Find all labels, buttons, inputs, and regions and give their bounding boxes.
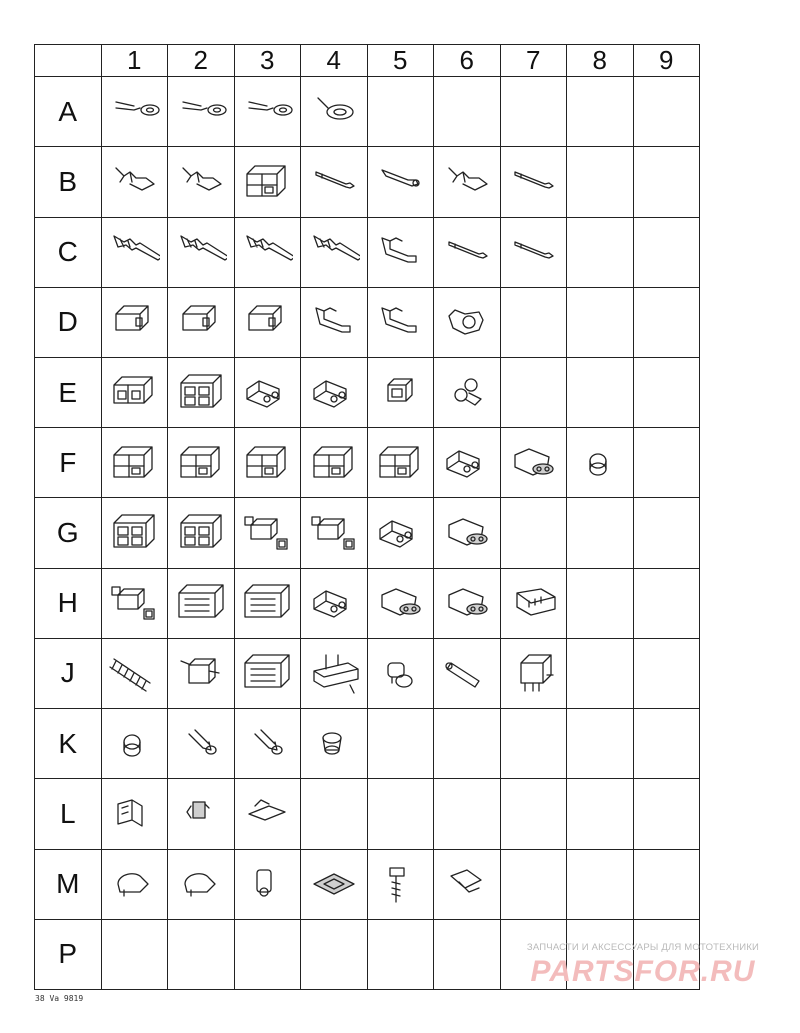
connector-housing-2way-sealed-icon bbox=[241, 369, 293, 417]
grid-cell bbox=[101, 287, 168, 357]
round-connector-2pin-icon bbox=[441, 369, 493, 417]
grid-cell bbox=[101, 428, 168, 498]
flag-terminal-icon bbox=[108, 158, 160, 206]
grid-cell bbox=[367, 77, 434, 147]
connector-housing-4way-icon bbox=[108, 509, 160, 557]
row-label: M bbox=[35, 849, 102, 919]
grid-row bbox=[35, 498, 700, 568]
grid-cell bbox=[101, 357, 168, 427]
sealed-connector-3way-seal-icon bbox=[507, 439, 559, 487]
connector-housing-long-icon bbox=[241, 649, 293, 697]
female-spade-insulated-icon bbox=[241, 158, 293, 206]
male-spade-terminal-icon bbox=[108, 228, 160, 276]
grid-row bbox=[35, 638, 700, 708]
ring-terminal-crimp-icon bbox=[175, 88, 227, 136]
grid-cell bbox=[367, 147, 434, 217]
grid-cell bbox=[101, 919, 168, 989]
grid-cell bbox=[168, 779, 235, 849]
grid-cell bbox=[633, 849, 700, 919]
grid-cell bbox=[434, 217, 501, 287]
grid-cell bbox=[234, 919, 301, 989]
grid-cell bbox=[434, 428, 501, 498]
row-label: G bbox=[35, 498, 102, 568]
cable-holder-icon bbox=[108, 860, 160, 908]
grid-cell bbox=[500, 287, 567, 357]
male-spade-long-icon bbox=[308, 228, 360, 276]
grid-cell bbox=[168, 77, 235, 147]
grid-row bbox=[35, 428, 700, 498]
connector-housing-6way-icon bbox=[241, 579, 293, 627]
grid-cell bbox=[301, 568, 368, 638]
female-spade-terminal-icon bbox=[441, 158, 493, 206]
grid-cell bbox=[168, 638, 235, 708]
grid-row bbox=[35, 849, 700, 919]
grid-cell bbox=[367, 709, 434, 779]
grid-cell bbox=[434, 287, 501, 357]
row-label: D bbox=[35, 287, 102, 357]
grid-cell bbox=[301, 498, 368, 568]
column-header: 9 bbox=[633, 45, 700, 77]
grid-cell bbox=[234, 147, 301, 217]
column-header: 8 bbox=[567, 45, 634, 77]
grid-cell bbox=[301, 779, 368, 849]
connector-housing-2way-sealed-icon bbox=[308, 369, 360, 417]
grid-cell bbox=[234, 849, 301, 919]
bulb-socket-icon bbox=[374, 649, 426, 697]
cable-clip-icon bbox=[175, 790, 227, 838]
ring-terminal-large-icon bbox=[308, 88, 360, 136]
grid-cell bbox=[234, 568, 301, 638]
connector-housing-2way-stacked-icon bbox=[175, 369, 227, 417]
corner-cell bbox=[35, 45, 102, 77]
column-header: 3 bbox=[234, 45, 301, 77]
cable-tie-clip-icon bbox=[241, 790, 293, 838]
grid-cell bbox=[633, 638, 700, 708]
grid-cell bbox=[500, 849, 567, 919]
male-spade-long-icon bbox=[241, 228, 293, 276]
grid-cell bbox=[101, 779, 168, 849]
grid-cell bbox=[500, 428, 567, 498]
grid-cell bbox=[168, 498, 235, 568]
grid-cell bbox=[301, 428, 368, 498]
sealed-connector-flat-icon bbox=[374, 579, 426, 627]
grid-cell bbox=[500, 709, 567, 779]
grid-cell bbox=[234, 709, 301, 779]
grid-cell bbox=[500, 217, 567, 287]
watermark bbox=[488, 942, 798, 990]
plug-pin-icon bbox=[241, 720, 293, 768]
sealed-connector-round-icon bbox=[441, 298, 493, 346]
row-label: P bbox=[35, 919, 102, 989]
grommet-seal-icon bbox=[574, 439, 626, 487]
grid-cell bbox=[168, 919, 235, 989]
sealed-connector-3way-icon bbox=[441, 439, 493, 487]
grid-row bbox=[35, 779, 700, 849]
grid-cell bbox=[500, 779, 567, 849]
row-label: K bbox=[35, 709, 102, 779]
grid-cell bbox=[101, 498, 168, 568]
grid-cell bbox=[567, 709, 634, 779]
grid-cell bbox=[301, 217, 368, 287]
connector-housing-3way-icon bbox=[175, 439, 227, 487]
relay-icon bbox=[507, 649, 559, 697]
grid-cell bbox=[633, 428, 700, 498]
grid-cell bbox=[633, 779, 700, 849]
grid-cell bbox=[168, 428, 235, 498]
grid-cell bbox=[301, 849, 368, 919]
row-label: L bbox=[35, 779, 102, 849]
grid-cell bbox=[234, 77, 301, 147]
connector-housing-1way-icon bbox=[175, 298, 227, 346]
grid-cell bbox=[367, 849, 434, 919]
grid-cell bbox=[168, 709, 235, 779]
grid-cell bbox=[567, 77, 634, 147]
grid-cell bbox=[434, 77, 501, 147]
grid-cell bbox=[434, 709, 501, 779]
grid-cell bbox=[301, 357, 368, 427]
adhesive-base-icon bbox=[308, 860, 360, 908]
grid-cell bbox=[301, 919, 368, 989]
grid-cell bbox=[234, 357, 301, 427]
connector-housing-3way-icon bbox=[308, 439, 360, 487]
grid-cell bbox=[234, 498, 301, 568]
row-label: E bbox=[35, 357, 102, 427]
grid-cell bbox=[367, 638, 434, 708]
column-header: 2 bbox=[168, 45, 235, 77]
grid-cell bbox=[567, 568, 634, 638]
grid-cell bbox=[434, 638, 501, 708]
cable-clamp-eye-icon bbox=[241, 860, 293, 908]
grid-cell bbox=[367, 919, 434, 989]
pin-terminal-icon bbox=[507, 158, 559, 206]
grid-row bbox=[35, 357, 700, 427]
bullet-terminal-female-icon bbox=[374, 158, 426, 206]
grid-cell bbox=[500, 77, 567, 147]
grid-cell bbox=[567, 287, 634, 357]
column-header: 7 bbox=[500, 45, 567, 77]
row-label: B bbox=[35, 147, 102, 217]
row-label: C bbox=[35, 217, 102, 287]
grid-cell bbox=[567, 357, 634, 427]
grid-cell bbox=[168, 568, 235, 638]
grid-cell bbox=[434, 568, 501, 638]
grid-cell bbox=[633, 77, 700, 147]
male-spade-terminal-icon bbox=[175, 228, 227, 276]
grid-cell bbox=[500, 147, 567, 217]
pin-terminal-thin-icon bbox=[441, 228, 493, 276]
row-label: H bbox=[35, 568, 102, 638]
grid-cell bbox=[434, 357, 501, 427]
grid-cell bbox=[434, 498, 501, 568]
grid-cell bbox=[301, 709, 368, 779]
grid-cell bbox=[168, 217, 235, 287]
connector-housing-3way-icon bbox=[108, 439, 160, 487]
grid-cell bbox=[633, 147, 700, 217]
connector-housing-multi-icon bbox=[175, 579, 227, 627]
rubber-grommet-icon bbox=[108, 720, 160, 768]
grid-cell bbox=[500, 498, 567, 568]
catalog-code: 38 Va 9819 bbox=[35, 994, 84, 1003]
connector-with-seal-icon bbox=[308, 509, 360, 557]
connector-with-seal-icon bbox=[108, 579, 160, 627]
connector-housing-2way-small-icon bbox=[374, 369, 426, 417]
grid-cell bbox=[234, 217, 301, 287]
grid-cell bbox=[367, 287, 434, 357]
ring-terminal-icon bbox=[241, 88, 293, 136]
grid-cell bbox=[301, 638, 368, 708]
connector-housing-3way-icon bbox=[241, 439, 293, 487]
grid-cell bbox=[633, 357, 700, 427]
grid-cell bbox=[434, 147, 501, 217]
grid-cell bbox=[434, 779, 501, 849]
grid-cell bbox=[234, 779, 301, 849]
grid-row bbox=[35, 217, 700, 287]
bullet-terminal-icon bbox=[308, 158, 360, 206]
diode-block-icon bbox=[308, 649, 360, 697]
grid-cell bbox=[101, 77, 168, 147]
flag-terminal-ring-icon bbox=[175, 158, 227, 206]
grid-cell bbox=[434, 849, 501, 919]
sealed-connector-6way-icon bbox=[308, 579, 360, 627]
column-header: 4 bbox=[301, 45, 368, 77]
relay-socket-icon bbox=[507, 579, 559, 627]
connector-housing-1way-icon bbox=[108, 298, 160, 346]
connector-socket-multi-icon bbox=[108, 790, 160, 838]
grid-cell bbox=[234, 638, 301, 708]
grid-cell bbox=[101, 217, 168, 287]
insulating-tube-icon bbox=[441, 649, 493, 697]
watermark-caption: ЗАПЧАСТИ И АКСЕССУАРЫ ДЛЯ МОТОТЕХНИКИ bbox=[526, 942, 760, 953]
watermark-logo: PARTSFOR.RU bbox=[530, 955, 756, 988]
sealed-terminal-icon bbox=[308, 298, 360, 346]
pin-terminal-thin-icon bbox=[507, 228, 559, 276]
row-label: F bbox=[35, 428, 102, 498]
grid-cell bbox=[500, 357, 567, 427]
grid-cell bbox=[367, 498, 434, 568]
grid-cell bbox=[101, 147, 168, 217]
grid-cell bbox=[567, 428, 634, 498]
grid-cell bbox=[567, 849, 634, 919]
grid-cell bbox=[101, 638, 168, 708]
grid-cell bbox=[567, 217, 634, 287]
grid-cell bbox=[633, 709, 700, 779]
grid-cell bbox=[567, 147, 634, 217]
connector-grid bbox=[34, 44, 700, 990]
grid-cell bbox=[101, 568, 168, 638]
grid-cell bbox=[101, 849, 168, 919]
column-header: 5 bbox=[367, 45, 434, 77]
grid-cell bbox=[168, 849, 235, 919]
sealed-connector-4way-seal-icon bbox=[441, 579, 493, 627]
grid-cell bbox=[301, 287, 368, 357]
sealed-connector-4way-icon bbox=[374, 509, 426, 557]
connector-housing-4way-icon bbox=[175, 509, 227, 557]
grid-cell bbox=[301, 147, 368, 217]
column-header-row bbox=[35, 45, 700, 77]
grid-cell bbox=[633, 287, 700, 357]
blade-connector-round-icon bbox=[175, 720, 227, 768]
connector-housing-1way-icon bbox=[241, 298, 293, 346]
sealed-terminal-seal-icon bbox=[374, 298, 426, 346]
connector-housing-3way-icon bbox=[374, 439, 426, 487]
grid-row bbox=[35, 287, 700, 357]
row-label: J bbox=[35, 638, 102, 708]
grid-cell bbox=[168, 357, 235, 427]
connector-with-seal-icon bbox=[241, 509, 293, 557]
grid-cell bbox=[633, 568, 700, 638]
sealed-connector-4way-seal-icon bbox=[441, 509, 493, 557]
grid-cell bbox=[367, 428, 434, 498]
corrugated-sleeve-icon bbox=[108, 649, 160, 697]
column-header: 1 bbox=[101, 45, 168, 77]
grid-cell bbox=[567, 638, 634, 708]
rubber-plug-icon bbox=[308, 720, 360, 768]
grid-cell bbox=[567, 779, 634, 849]
grid-cell bbox=[633, 217, 700, 287]
female-socket-terminal-icon bbox=[374, 228, 426, 276]
grid-cell bbox=[234, 428, 301, 498]
edge-clip-icon bbox=[441, 860, 493, 908]
grid-cell bbox=[367, 779, 434, 849]
grid-row bbox=[35, 568, 700, 638]
cable-holder-icon bbox=[175, 860, 227, 908]
connector-housing-2way-icon bbox=[108, 369, 160, 417]
grid-cell bbox=[301, 77, 368, 147]
fuse-holder-icon bbox=[175, 649, 227, 697]
grid-cell bbox=[367, 568, 434, 638]
grid-row bbox=[35, 147, 700, 217]
grid-cell bbox=[234, 287, 301, 357]
grid-row bbox=[35, 77, 700, 147]
grid-row bbox=[35, 709, 700, 779]
push-mount-screw-icon bbox=[374, 860, 426, 908]
grid-cell bbox=[500, 568, 567, 638]
grid-cell bbox=[500, 638, 567, 708]
ring-terminal-crimp-icon bbox=[108, 88, 160, 136]
grid-cell bbox=[367, 217, 434, 287]
row-label: A bbox=[35, 77, 102, 147]
grid-cell bbox=[633, 498, 700, 568]
grid-cell bbox=[101, 709, 168, 779]
column-header: 6 bbox=[434, 45, 501, 77]
grid-cell bbox=[168, 287, 235, 357]
grid-cell bbox=[567, 498, 634, 568]
grid-cell bbox=[168, 147, 235, 217]
grid-cell bbox=[367, 357, 434, 427]
